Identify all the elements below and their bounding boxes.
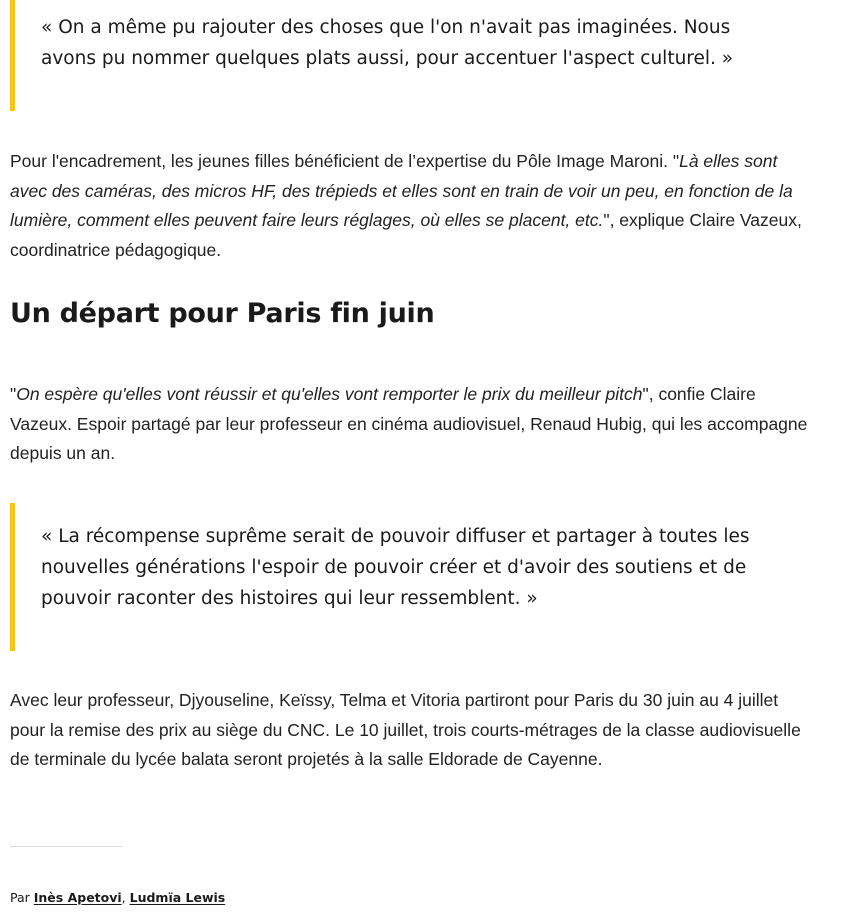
article-paragraph <box>10 147 818 265</box>
paragraph-italic-quote: On espère qu'elles vont réussir et qu'elles vont remporter le prix du meilleur pitch <box>16 384 643 404</box>
article-paragraph: Avec leur professeur, Djyouseline, Keïssy, Telma et Vitoria partiront pour Paris du 30 juin au 4 juillet pour la remise des prix au siège du CNC. Le 10 juillet, trois courts-métrages de la classe audiovisuelle de terminale du lycée balata seront projetés à la salle Eldorade de Cayenne. <box>10 690 801 769</box>
author-link-ines-apetovi[interactable]: Inès Apetovi <box>33 890 122 905</box>
pull-quote-text: « On a même pu rajouter des choses que l'on n'avait pas imaginées. Nous avons pu nommer quelques plats aussi, pour accentuer l'aspect culturel. » <box>41 17 734 69</box>
paragraph-text: " <box>10 384 17 404</box>
pull-quote <box>10 503 790 651</box>
section-divider <box>10 846 122 847</box>
pull-quote-text: « La récompense suprême serait de pouvoir diffuser et partager à toutes les nouvelles générations l'espoir de pouvoir créer et d'avoir des soutiens et de pouvoir raconter des histoires qui leur ressemblent. » <box>41 526 750 609</box>
section-heading: Un départ pour Paris fin juin <box>10 298 435 329</box>
article-paragraph <box>10 380 818 469</box>
byline-separator: , <box>121 890 130 905</box>
paragraph-text: ", explique Claire Vazeux, coordinatrice pédagogique. <box>10 210 802 260</box>
paragraph-italic-quote: Là elles sont avec des caméras, des micros HF, des trépieds et elles sont en train de voir un peu, en fonction de la lumière, comment elles peuvent faire leurs réglages, où elles se placent, etc. <box>10 151 793 230</box>
byline <box>10 890 225 905</box>
author-link-ludmia-lewis[interactable]: Ludmïa Lewis <box>129 890 226 905</box>
paragraph-text: ", confie Claire Vazeux. Espoir partagé par leur professeur en cinéma audiovisuel, Renaud Hubig, qui les accompagne depuis un an. <box>10 384 808 463</box>
byline-prefix: Par <box>10 890 34 905</box>
pull-quote <box>10 0 790 111</box>
paragraph-text: Pour l'encadrement, les jeunes filles bénéficient de l’expertise du Pôle Image Maroni. " <box>10 151 680 171</box>
